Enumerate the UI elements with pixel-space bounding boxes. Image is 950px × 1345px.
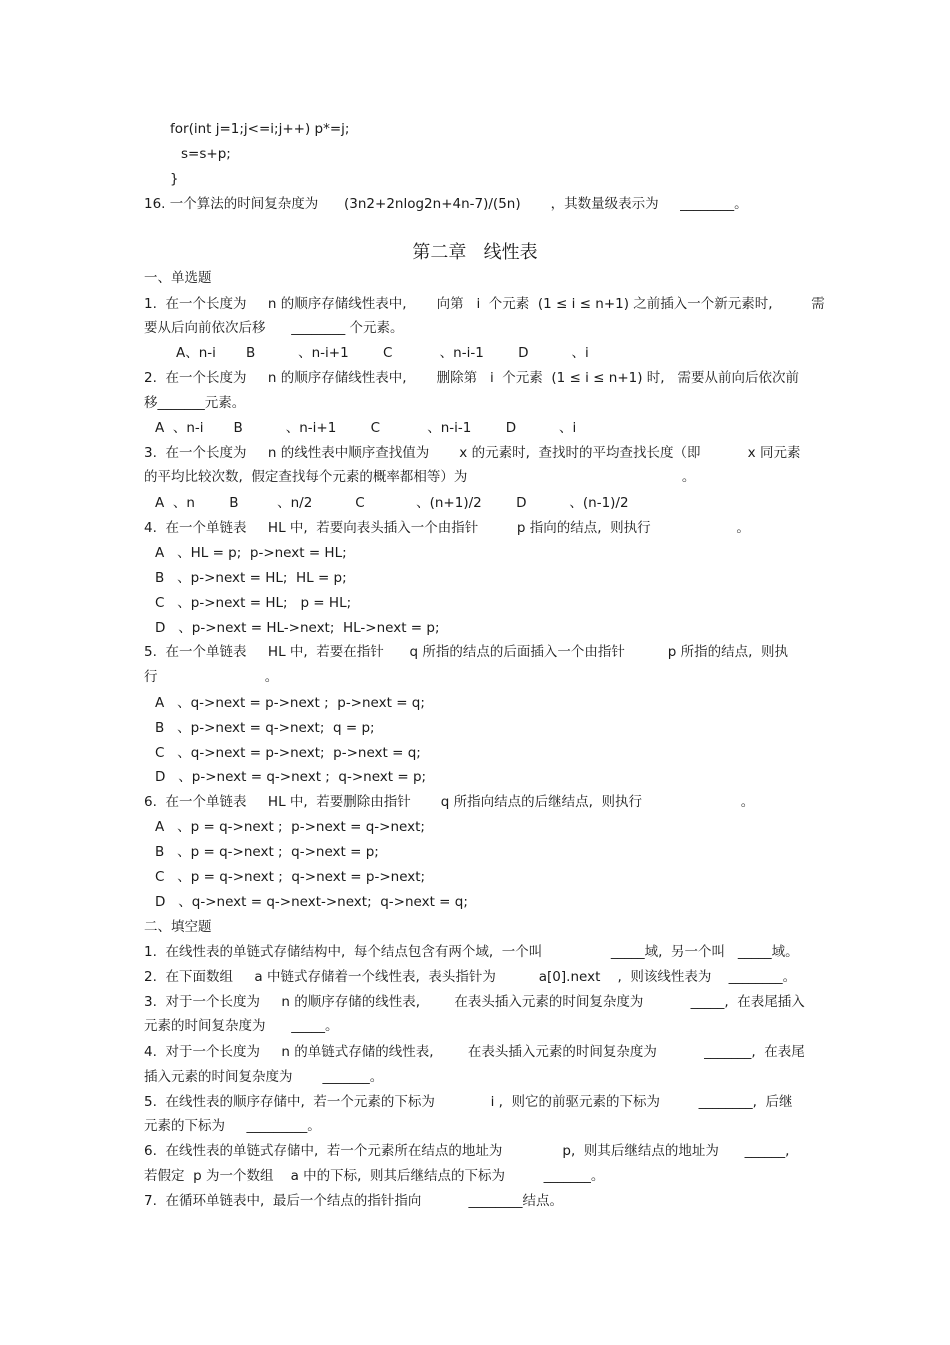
q4-option-d: D 、p->next = HL->next; HL->next = p; bbox=[155, 620, 440, 636]
q1-options: A、n-i B 、n-i+1 C 、n-i-1 D 、i bbox=[176, 345, 589, 361]
q3-line-2: 的平均比较次数, 假定查找每个元素的概率都相等）为 。 bbox=[144, 469, 696, 485]
q4-option-c: C 、p->next = HL; p = HL; bbox=[155, 595, 352, 611]
fill-7: 7. 在循环单链表中, 最后一个结点的指针指向 ________结点。 bbox=[144, 1193, 564, 1209]
fill-4-line-2: 插入元素的时间复杂度为 _______。 bbox=[144, 1069, 384, 1085]
code-line-3: } bbox=[170, 171, 179, 187]
q5-option-a: A 、q->next = p->next ; p->next = q; bbox=[155, 695, 425, 711]
question-16: 16. 一个算法的时间复杂度为 (3n2+2nlog2n+4n-7)/(5n) ，其数量级表示为 ________。 bbox=[144, 196, 748, 212]
chapter-title: 第二章 线性表 bbox=[412, 242, 538, 263]
fill-5-line-1: 5. 在线性表的顺序存储中, 若一个元素的下标为 i , 则它的前驱元素的下标为 ________, 后继 bbox=[144, 1094, 793, 1110]
fill-6-line-1: 6. 在线性表的单链式存储中, 若一个元素所在结点的地址为 p, 则其后继结点的地址为 ______, bbox=[144, 1143, 790, 1159]
q2-options: A 、n-i B 、n-i+1 C 、n-i-1 D 、i bbox=[155, 420, 577, 436]
code-line-2: s=s+p; bbox=[181, 146, 231, 162]
q6-option-d: D 、q->next = q->next->next; q->next = q; bbox=[155, 894, 468, 910]
q5-option-c: C 、q->next = p->next; p->next = q; bbox=[155, 745, 421, 761]
q5-line-1: 5. 在一个单链表 HL 中, 若要在指针 q 所指的结点的后面插入一个由指针 p 所指的结点, 则执 bbox=[144, 644, 789, 660]
fill-5-line-2: 元素的下标为 _________。 bbox=[144, 1118, 321, 1134]
fill-3-line-1: 3. 对于一个长度为 n 的顺序存储的线性表, 在表头插入元素的时间复杂度为 _____, 在表尾插入 bbox=[144, 994, 805, 1010]
fill-4-line-1: 4. 对于一个长度为 n 的单链式存储的线性表, 在表头插入元素的时间复杂度为 _______, 在表尾 bbox=[144, 1044, 805, 1060]
fill-3-line-2: 元素的时间复杂度为 _____。 bbox=[144, 1018, 339, 1034]
q5-option-d: D 、p->next = q->next ; q->next = p; bbox=[155, 769, 427, 785]
q4-option-a: A 、HL = p; p->next = HL; bbox=[155, 545, 347, 561]
q3-line-1: 3. 在一个长度为 n 的线性表中顺序查找值为 x 的元素时, 查找时的平均查找长度（即 x 同元素 bbox=[144, 445, 801, 461]
q2-line-2: 移_______元素。 bbox=[144, 395, 246, 411]
q3-options: A 、n B 、n/2 C 、(n+1)/2 D 、(n-1)/2 bbox=[155, 495, 629, 511]
q4-option-b: B 、p->next = HL; HL = p; bbox=[155, 570, 347, 586]
q6-option-b: B 、p = q->next ; q->next = p; bbox=[155, 844, 379, 860]
q5-line-2: 行 。 bbox=[144, 669, 279, 685]
q6-option-c: C 、p = q->next ; q->next = p->next; bbox=[155, 869, 426, 885]
q6-line-1: 6. 在一个单链表 HL 中, 若要删除由指针 q 所指向结点的后继结点, 则执行 。 bbox=[144, 794, 755, 810]
q1-line-1: 1. 在一个长度为 n 的顺序存储线性表中, 向第 i 个元素 (1 ≤ i ≤ n+1) 之前插入一个新元素时, 需 bbox=[144, 296, 825, 312]
q2-line-1: 2. 在一个长度为 n 的顺序存储线性表中, 删除第 i 个元素 (1 ≤ i ≤ n+1) 时, 需要从前向后依次前 bbox=[144, 370, 799, 386]
q6-option-a: A 、p = q->next ; p->next = q->next; bbox=[155, 819, 425, 835]
fill-1: 1. 在线性表的单链式存储结构中, 每个结点包含有两个域, 一个叫 _____域, 另一个叫 _____域。 bbox=[144, 944, 799, 960]
section-heading-fill-in: 二、填空题 bbox=[144, 919, 212, 935]
q5-option-b: B 、p->next = q->next; q = p; bbox=[155, 720, 375, 736]
code-line-1: for(int j=1;j<=i;j++) p*=j; bbox=[170, 121, 350, 137]
q4-line-1: 4. 在一个单链表 HL 中, 若要向表头插入一个由指针 p 指向的结点, 则执行 。 bbox=[144, 520, 750, 536]
q1-line-2: 要从后向前依次后移 ________ 个元素。 bbox=[144, 320, 404, 336]
fill-6-line-2: 若假定 p 为一个数组 a 中的下标, 则其后继结点的下标为 _______。 bbox=[144, 1168, 605, 1184]
section-heading-single-choice: 一、单选题 bbox=[144, 270, 212, 286]
fill-2: 2. 在下面数组 a 中链式存储着一个线性表, 表头指针为 a[0].next , 则该线性表为 ________。 bbox=[144, 969, 797, 985]
